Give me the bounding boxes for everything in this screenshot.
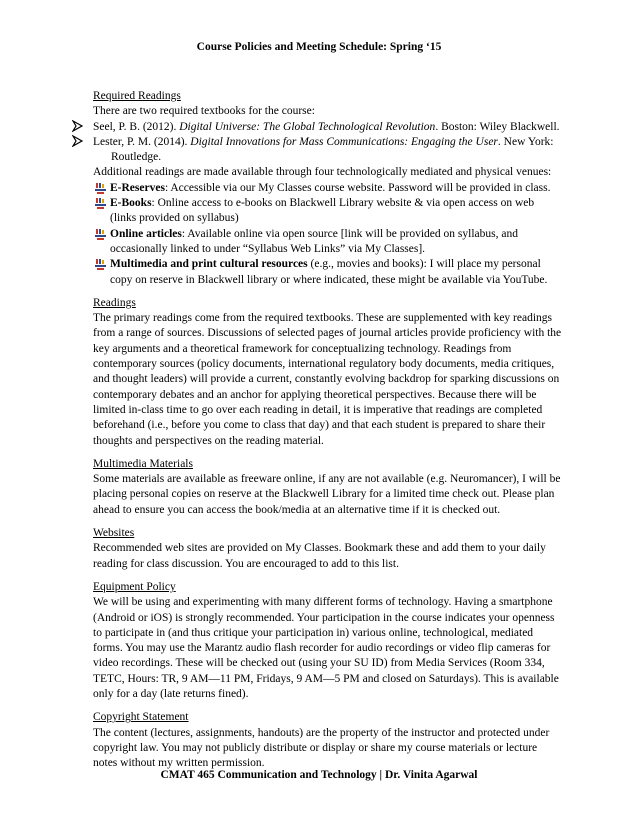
section-readings (93, 296, 563, 449)
section-body: The primary readings come from the required textbooks. These are supplemented with key readings from a range of sources. Discussions of selected pages of journal articles provide proficiency with the key arguments and a theoretical framework for conceptualizing technology. Readings from contemporary sources (policy documents, international regulatory body documents, media critiques, and thought leaders) will provide a current, constantly evolving backdrop for sparking discussions on contemporary debates and an anchor for applying theoretical perspectives. Because there will be limited in-class time to go over each reading in detail, it is imperative that readings are completed beforehand (i.e., before you come to class that day) and that each student is prepared to share their thoughts and perspectives on the reading material. (93, 312, 562, 447)
reference-publisher: . Boston: Wiley Blackwell. (435, 120, 560, 133)
list-item-term: E-Reserves (110, 181, 165, 194)
list-item-term: Online articles (110, 227, 182, 240)
reference-author: Lester, P. M. (2014). (93, 135, 191, 148)
book-bullet-icon (95, 183, 106, 194)
list-item-text: : Available online via open source [link will be provided on syllabus, and occasionally linked to under “Syllabus Web Links” via My Classes]. (110, 227, 518, 255)
book-bullet-icon (95, 259, 106, 270)
reference-item (93, 120, 563, 135)
list-item-term: E-Books (110, 197, 152, 210)
arrow-bullet-icon (72, 135, 84, 147)
section-title: Multimedia Materials (93, 457, 193, 470)
arrow-bullet-icon (72, 120, 84, 132)
section-title: Copyright Statement (93, 711, 189, 724)
page-content (93, 89, 563, 771)
book-bullet-icon (95, 198, 106, 209)
book-bullet-icon (95, 229, 106, 240)
list-item (93, 227, 563, 258)
list-item-text: : Online access to e-books on Blackwell Library website & via open access on web (links provided on syllabus) (110, 197, 535, 225)
section-body: Recommended web sites are provided on My Classes. Bookmark these and add them to your daily reading for class discussion. You are encouraged to add to this list. (93, 542, 546, 570)
section-multimedia-materials (93, 457, 563, 518)
section-body: The content (lectures, assignments, handouts) are the property of the instructor and protected under copyright law. You may not publicly distribute or display or share my course materials or lecture notes without my written permission. (93, 726, 550, 770)
list-item-text: (e.g., movies and books): I will place my personal copy on reserve in Blackwell library or where indicated, these might be available via YouTube. (110, 258, 548, 286)
section-equipment-policy (93, 580, 563, 702)
additional-readings-intro: Additional readings are made available through four technologically mediated and physical venues: (93, 166, 552, 179)
list-item (93, 181, 563, 196)
section-title: Equipment Policy (93, 580, 176, 593)
reference-item (93, 135, 563, 166)
section-title: Required Readings (93, 90, 181, 102)
reference-title: Digital Innovations for Mass Communications: Engaging the User (190, 135, 498, 148)
reference-author: Seel, P. B. (2012). (93, 120, 180, 133)
page-header: Course Policies and Meeting Schedule: Spring ‘15 (196, 41, 442, 53)
list-item-text: : Accessible via our My Classes course website. Password will be provided in class. (164, 181, 551, 194)
section-required-readings (93, 89, 563, 288)
section-title: Websites (93, 527, 135, 540)
section-intro: There are two required textbooks for the course: (93, 105, 315, 118)
page-footer: CMAT 465 Communication and Technology | Dr. Vinita Agarwal (160, 769, 478, 781)
list-item (93, 196, 563, 227)
section-body: We will be using and experimenting with many different forms of technology. Having a smartphone (Android or iOS) is strongly recommended. Your participation in the course indicates your openness to participate in (and thus critique your participation in) various online, technological, mediated forms. You may use the Marantz audio flash recorder for audio recordings or video flip cameras for video recordings. These will be checked out (using your SU ID) from Media Services (Room 334, TETC, Hours: TR, 9 AM—11 PM, Fridays, 9 AM—5 PM and closed on Saturdays). This is available only for a day (late returns fined). (93, 596, 559, 700)
section-websites (93, 526, 563, 572)
section-copyright-statement (93, 710, 563, 771)
list-item (93, 257, 563, 288)
list-item-term: Multimedia and print cultural resources (110, 258, 308, 271)
reference-publisher: . New York: Routledge. (111, 135, 554, 164)
reference-title: Digital Universe: The Global Technological Revolution (179, 120, 436, 133)
section-body: Some materials are available as freeware online, if any are not available (e.g. Neuromancer), I will be placing personal copies on reserve at the Blackwell Library for a limited time check out. Please plan ahead to ensure you can access the book/media at an alternative time if it is checked out. (93, 473, 561, 516)
section-title: Readings (93, 296, 136, 309)
